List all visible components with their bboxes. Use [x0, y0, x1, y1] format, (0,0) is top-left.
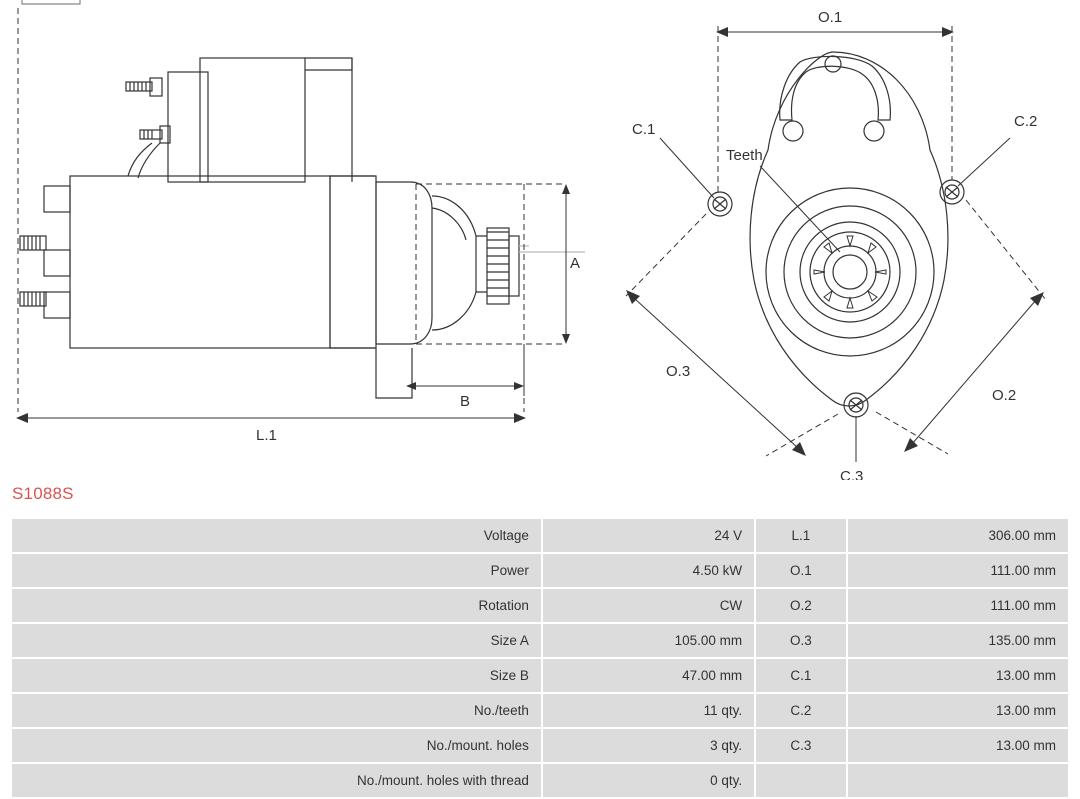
table-row: [11, 518, 1069, 553]
dim-label-l1: L.1: [256, 427, 277, 444]
dim-label-c3: C.3: [840, 468, 864, 480]
table-row: [11, 728, 1069, 763]
spec-label-2: C.2: [755, 693, 846, 728]
spec-label: No./mount. holes with thread: [11, 763, 542, 798]
spec-value-2: 13.00 mm: [847, 693, 1069, 728]
spec-value-2: 111.00 mm: [847, 588, 1069, 623]
dim-label-c2: C.2: [1014, 113, 1038, 130]
spec-value: 4.50 kW: [542, 553, 755, 588]
starter-front-view: [708, 52, 964, 417]
spec-label: Size B: [11, 658, 542, 693]
spec-label: Voltage: [11, 518, 542, 553]
spec-label-2: C.1: [755, 658, 846, 693]
spec-value: 3 qty.: [542, 728, 755, 763]
spec-label: No./mount. holes: [11, 728, 542, 763]
table-row: [11, 763, 1069, 798]
spec-label-2: L.1: [755, 518, 846, 553]
part-number: S1088S: [12, 484, 74, 503]
dim-label-o2: O.2: [992, 387, 1017, 404]
table-row: [11, 658, 1069, 693]
spec-label-2: O.3: [755, 623, 846, 658]
spec-value: 11 qty.: [542, 693, 755, 728]
dim-label-a: A: [570, 255, 581, 272]
side-view-dimensions: [16, 8, 570, 423]
spec-value-2: 135.00 mm: [847, 623, 1069, 658]
dim-label-b: B: [460, 393, 471, 410]
front-view-dimensions: [626, 26, 1046, 462]
spec-value: 47.00 mm: [542, 658, 755, 693]
spec-value-2: [847, 763, 1069, 798]
spec-value: CW: [542, 588, 755, 623]
spec-value: 105.00 mm: [542, 623, 755, 658]
spec-value: 0 qty.: [542, 763, 755, 798]
table-row: [11, 553, 1069, 588]
specifications-table: [10, 517, 1070, 799]
spec-label: Rotation: [11, 588, 542, 623]
spec-value-2: 111.00 mm: [847, 553, 1069, 588]
spec-label: Power: [11, 553, 542, 588]
spec-value-2: 306.00 mm: [847, 518, 1069, 553]
table-row: [11, 623, 1069, 658]
spec-label: Size A: [11, 623, 542, 658]
spec-value-2: 13.00 mm: [847, 728, 1069, 763]
dim-label-o1: O.1: [818, 9, 843, 26]
spec-label: No./teeth: [11, 693, 542, 728]
table-row: [11, 588, 1069, 623]
spec-value: 24 V: [542, 518, 755, 553]
dim-label-o3: O.3: [666, 363, 691, 380]
starter-side-view: [20, 0, 585, 398]
spec-value-2: 13.00 mm: [847, 658, 1069, 693]
dim-label-c1: C.1: [632, 121, 656, 138]
spec-label-2: O.2: [755, 588, 846, 623]
dim-label-teeth: Teeth: [726, 147, 763, 164]
spec-label-2: C.3: [755, 728, 846, 763]
spec-label-2: O.1: [755, 553, 846, 588]
table-row: [11, 693, 1069, 728]
spec-label-2: [755, 763, 846, 798]
